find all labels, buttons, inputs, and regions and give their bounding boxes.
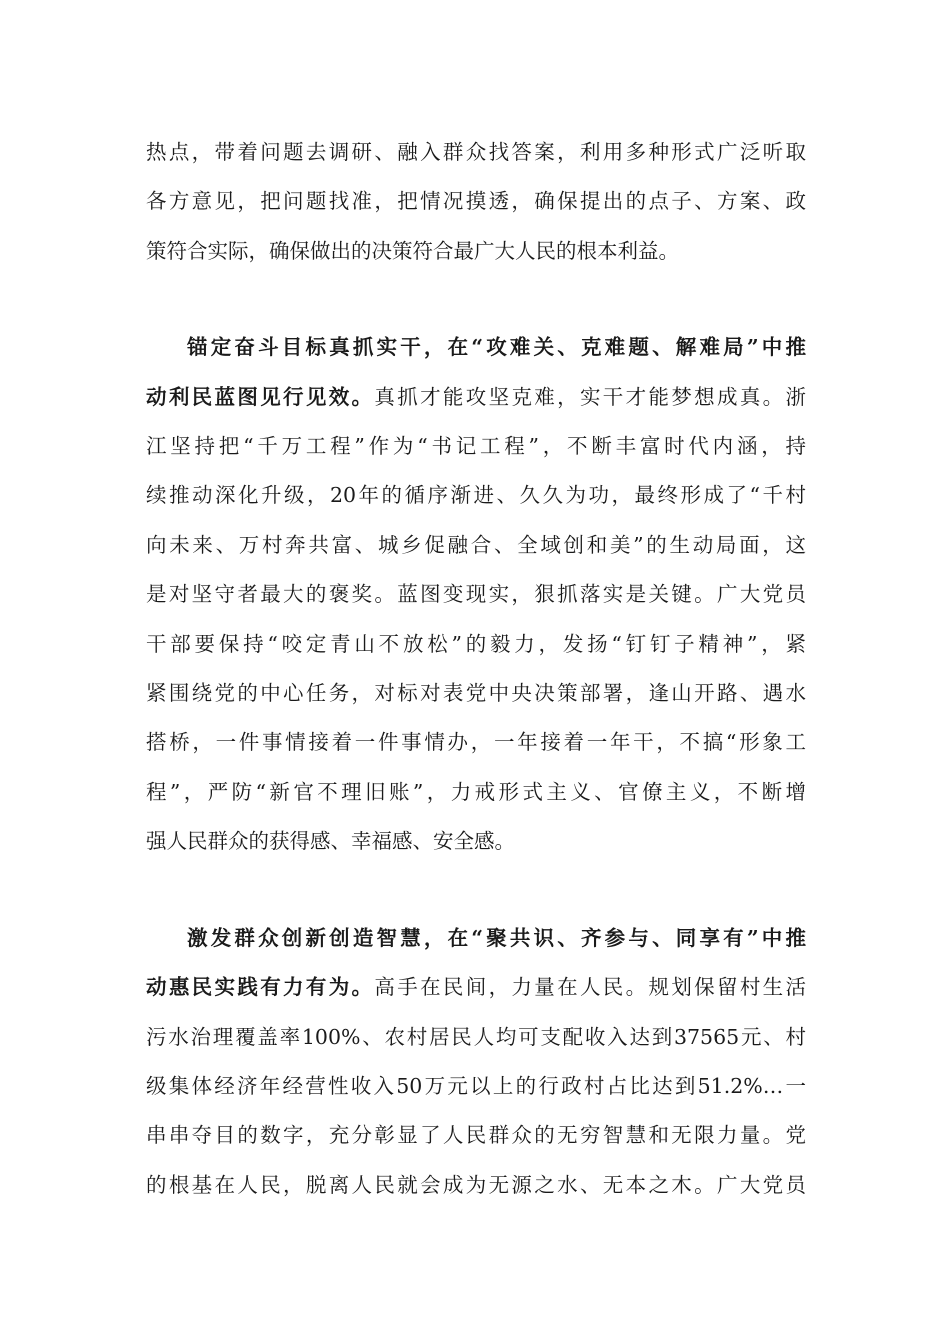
text-line: 的根基在人民，脱离人民就会成为无源之水、无本之木。广大党员	[146, 1172, 806, 1197]
paragraph-1	[146, 128, 806, 276]
text-line: 续推动深化升级，20年的循序渐进、久久为功，最终形成了“千村	[146, 483, 806, 508]
text-line: 干部要保持“咬定青山不放松”的毅力，发扬“钉钉子精神”，紧	[146, 631, 806, 656]
paragraph-spacer	[146, 276, 806, 323]
text-line: 强人民群众的获得感、幸福感、安全感。	[146, 829, 515, 854]
text-line	[146, 914, 806, 963]
text-line: 动利民蓝图见行见效。真抓才能攻坚克难，实干才能梦想成真。浙	[146, 384, 806, 409]
document-page	[146, 128, 806, 1210]
text-line: 串串夺目的数字，充分彰显了人民群众的无穷智慧和无限力量。党	[146, 1123, 806, 1148]
paragraph-heading: 动利民蓝图见行见效。	[146, 384, 375, 409]
text-line: 级集体经济年经营性收入50万元以上的行政村占比达到51.2%…一	[146, 1073, 806, 1098]
text-line: 策符合实际，确保做出的决策符合最广大人民的根本利益。	[146, 238, 679, 263]
paragraph-2	[146, 323, 806, 866]
text-line	[146, 323, 806, 372]
text-line: 是对坚守者最大的褒奖。蓝图变现实，狠抓落实是关键。广大党员	[146, 582, 806, 607]
paragraph-heading: 动惠民实践有力有为。	[146, 975, 375, 1000]
text-line: 热点，带着问题去调研、融入群众找答案，利用多种形式广泛听取	[146, 140, 806, 164]
text-line: 动惠民实践有力有为。高手在民间，力量在人民。规划保留村生活	[146, 975, 806, 1000]
paragraph-spacer	[146, 867, 806, 914]
text-line: 程”，严防“新官不理旧账”，力戒形式主义、官僚主义，不断增	[146, 779, 806, 804]
text-line: 污水治理覆盖率100%、农村居民人均可支配收入达到37565元、村	[146, 1024, 806, 1049]
text-line: 紧围绕党的中心任务，对标对表党中央决策部署，逢山开路、遇水	[146, 681, 806, 706]
text-line: 搭桥，一件事情接着一件事情办，一年接着一年干，不搞“形象工	[146, 730, 806, 755]
paragraph-3	[146, 914, 806, 1210]
text-line: 各方意见，把问题找准，把情况摸透，确保提出的点子、方案、政	[146, 189, 806, 214]
paragraph-heading: 锚定奋斗目标真抓实干，在“攻难关、克难题、解难局”中推	[187, 335, 806, 360]
text-line: 向未来、万村奔共富、城乡促融合、全域创和美”的生动局面，这	[146, 532, 806, 557]
text-line: 江坚持把“千万工程”作为“书记工程”，不断丰富时代内涵，持	[146, 434, 806, 459]
paragraph-heading: 激发群众创新创造智慧，在“聚共识、齐参与、同享有”中推	[187, 925, 806, 950]
